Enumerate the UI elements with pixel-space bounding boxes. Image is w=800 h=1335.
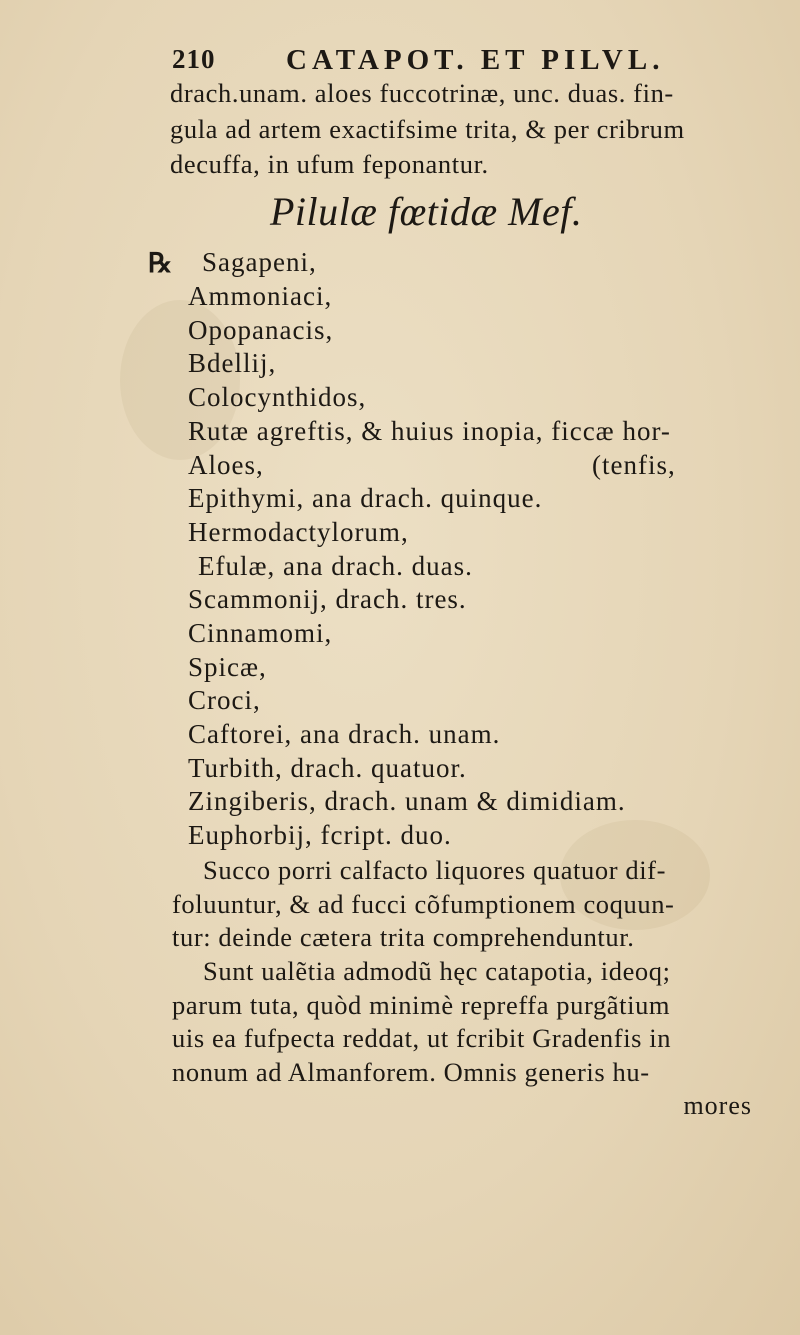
text-line: foluuntur, & ad fucci cõfumptionem coquun- <box>172 889 675 919</box>
recipe-sign: ℞ <box>148 248 173 278</box>
ingredient-line: Efulæ, ana drach. duas. <box>198 551 473 581</box>
ingredient-line: Euphorbij, fcript. duo. <box>188 820 452 850</box>
ingredient-line: Scammonij, drach. tres. <box>188 584 467 614</box>
ingredient-line: Turbith, drach. quatuor. <box>188 753 467 783</box>
recipe-title: Pilulæ fœtidæ Mef. <box>270 189 583 234</box>
ingredient-line: Bdellij, <box>188 348 277 378</box>
page-number: 210 <box>172 44 216 74</box>
text-line: decuffa, in ufum feponantur. <box>170 149 489 179</box>
ingredient-line: Hermodactylorum, <box>188 517 409 547</box>
text-line: drach.unam. aloes fuccotrinæ, unc. duas. fin- <box>170 78 674 108</box>
catchword: mores <box>683 1091 752 1120</box>
ingredient-line: Cinnamomi, <box>188 618 333 648</box>
text-line: Succo porri calfacto liquores quatuor dif- <box>203 855 667 885</box>
text-line: nonum ad Almanforem. Omnis generis hu- <box>172 1057 650 1087</box>
running-head: CATAPOT. ET PILVL. <box>286 44 665 76</box>
text-line: gula ad artem exactifsime trita, & per cribrum <box>170 114 685 144</box>
ingredient-line: Aloes, <box>188 450 264 480</box>
ingredient-line: Spicæ, <box>188 652 267 682</box>
ingredient-line: Ammoniaci, <box>188 281 333 311</box>
ingredient-line: Colocynthidos, <box>188 382 367 412</box>
ingredient-line: Rutæ agreftis, & huius inopia, ficcæ hor- <box>188 416 671 446</box>
text-line: Sunt ualẽtia admodũ hęc catapotia, ideoq; <box>203 956 671 986</box>
runover-text: (tenfis, <box>592 450 676 480</box>
text-line: uis ea fufpecta reddat, ut fcribit Gradenfis in <box>172 1023 672 1053</box>
ingredient-line: Opopanacis, <box>188 315 334 345</box>
text-line: parum tuta, quòd minimè repreffa purgãtium <box>172 990 671 1020</box>
ingredient-line: Croci, <box>188 685 261 715</box>
ingredient-line: Zingiberis, drach. unam & dimidiam. <box>188 786 626 816</box>
text-line: tur: deinde cætera trita comprehenduntur. <box>172 922 635 952</box>
ingredient-line: Caftorei, ana drach. unam. <box>188 719 501 749</box>
ingredient-line: Sagapeni, <box>202 247 317 277</box>
ingredient-line: Epithymi, ana drach. quinque. <box>188 483 543 513</box>
